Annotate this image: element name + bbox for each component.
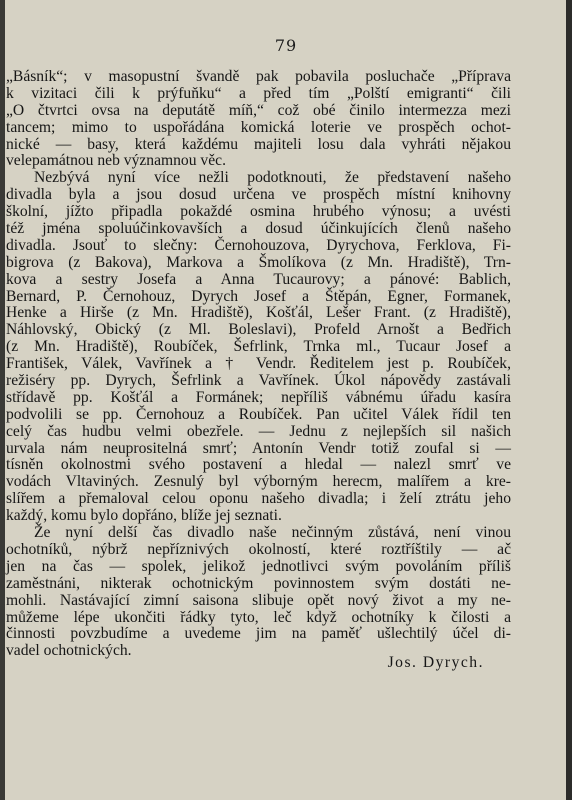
- paragraph: [6, 170, 511, 525]
- text-line: zaměstnáni, nikterak ochotnickým povinnostem svým dostáti ne-: [6, 574, 511, 592]
- text-line: „Básník“; v masopustní švandě pak pobavila posluchače „Příprava: [6, 68, 511, 85]
- text-line: Náhlovský, Obický (z Ml. Boleslavi), Profeld Arnošt a Bedřich: [6, 321, 511, 339]
- paragraph: [6, 69, 511, 170]
- text-line: ochotníků, nýbrž nepříznivých okolností, které roztříštily — ač: [6, 540, 511, 558]
- scan-edge-right: [566, 0, 572, 800]
- text-line: bigrova (z Bakova), Markova a Šmolíkova (z Mn. Hradiště), Trn-: [6, 253, 511, 271]
- text-line: divadla. Jsouť to slečny: Černohouzova, Dyrychova, Ferklova, Fi-: [6, 236, 511, 254]
- text-line: k vizitaci čili k prýfuňku“ a před tím „Polští emigranti“ čili: [6, 84, 511, 102]
- text-line: činnosti povzbudíme a uvedeme jim na paměť ušlechtilý účel di-: [6, 625, 511, 643]
- text-line: každý, komu bylo dopřáno, blíže jej seznati.: [6, 507, 282, 525]
- text-line: jen na čas — spolek, jelikož jednotlivci svým povoláním příliš: [6, 557, 511, 575]
- text-line: tísněn okolnostmi svého postavení a hledal — nalezl smrť ve: [6, 456, 511, 474]
- text-line: velepamátnou neb významnou věc.: [6, 152, 226, 170]
- text-line: Bernard, P. Černohouz, Dyrych Josef a Štěpán, Egner, Formanek,: [6, 287, 511, 305]
- text-line: „O čtvrtci ovsa na deputátě míň,“ což obé činilo intermezza mezi: [6, 101, 511, 119]
- text-line: školní, jížto připadla pokaždé osmina hrubého výnosu; a uvésti: [6, 203, 511, 221]
- text-line: též jména spoluúčinkovavších a dosud účinkujících členů našeho: [6, 220, 511, 238]
- text-line: celý čas hudbu velmi obezřele. — Jednu z nejlepších sil našich: [6, 422, 511, 440]
- page-number: 79: [274, 36, 298, 55]
- text-line: (z Mn. Hradiště), Roubíček, Šefrlink, Trnka ml., Tucaur Josef a: [6, 338, 511, 356]
- text-line: mohli. Nastávající zimní saisona slibuje opět nový život a my ne-: [6, 591, 511, 609]
- paragraph: [6, 525, 511, 660]
- scan-edge-left: [0, 0, 5, 800]
- text-line: nické — basy, která každému majiteli losu dala vyhráti nějakou: [6, 135, 511, 153]
- body-text: [6, 69, 511, 660]
- text-line: Že nyní delší čas divadlo naše nečinným zůstává, není vinou: [34, 524, 511, 542]
- text-line: vadel ochotnických.: [6, 642, 132, 660]
- text-line: můžeme lépe ukončiti řádky tyto, leč když ochotníky k čilosti a: [6, 608, 511, 626]
- text-line: podvolili se pp. Černohouz a Roubíček. Pan učitel Válek řídil ten: [6, 405, 511, 423]
- text-line: František, Válek, Vavřínek a † Vendr. Ředitelem jest p. Roubíček,: [6, 355, 511, 373]
- text-line: režiséry pp. Dyrych, Šefrlink a Vavřínek. Úkol nápovědy zastávali: [6, 372, 511, 390]
- text-line: urvala nám neuprositelná smrť; Antonín Vendr totiž zoufal si —: [6, 439, 511, 457]
- author-signature: Jos. Dyrych.: [387, 654, 484, 671]
- text-line: tancem; mimo to uspořádána komická loterie ve prospěch ochot-: [6, 118, 511, 136]
- text-line: divadla byla a jsou dosud určena ve prospěch místní knihovny: [6, 186, 511, 204]
- text-line: vodách Vltaviných. Zesnulý byl výborným herecm, malířem a kre-: [6, 473, 511, 491]
- text-line: Nezbývá nyní více nežli podotknouti, že představení našeho: [34, 169, 511, 187]
- text-line: střídavě pp. Košťál a Formánek; nepříliš vábnému úřadu kasíra: [6, 388, 511, 406]
- text-line: Henke a Hirše (z Mn. Hradiště), Košťál, Lešer Frant. (z Hradiště),: [6, 304, 511, 322]
- text-line: slířem a přemaloval celou oponu našeho divadla; i želí ztrátu jeho: [6, 490, 511, 508]
- text-line: kova a sestry Josefa a Anna Tucaurovy; a pánové: Bablich,: [6, 270, 511, 288]
